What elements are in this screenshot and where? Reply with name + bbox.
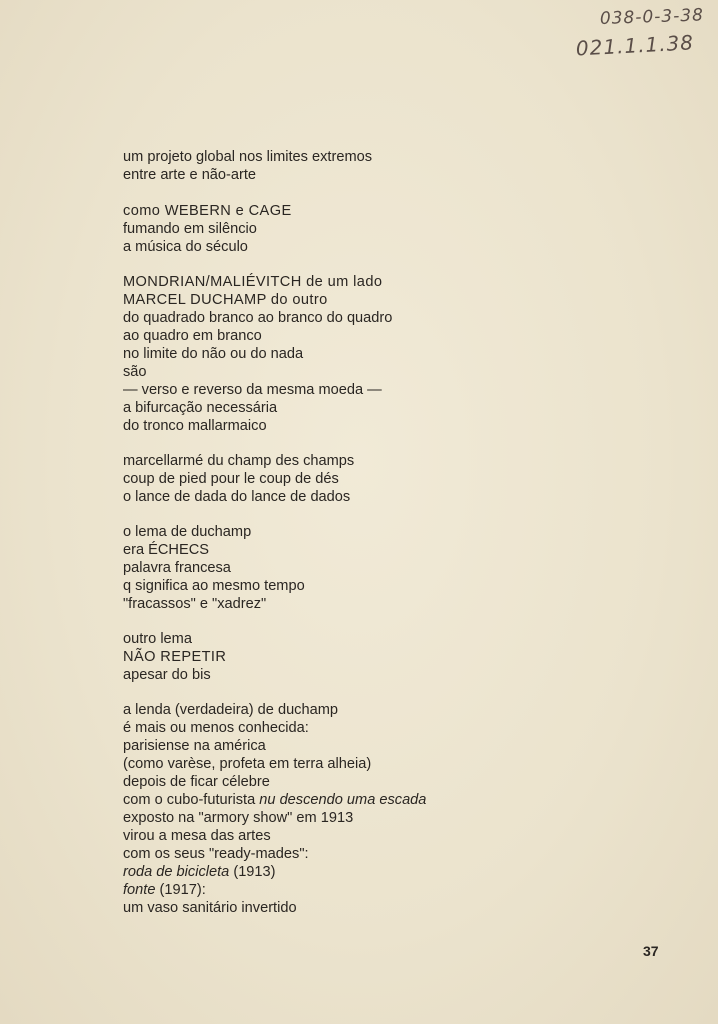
archive-code-2: 021.1.1.38 <box>575 30 695 61</box>
poem-line: apesar do bis <box>123 667 211 683</box>
poem-line: virou a mesa das artes <box>123 828 271 844</box>
poem-line: entre arte e não-arte <box>123 167 257 183</box>
poem-line: o lance de dada do lance de dados <box>123 489 351 505</box>
artwork-title: nu descendo uma escada <box>259 792 427 808</box>
poem-line: um projeto global nos limites extremos <box>123 149 373 165</box>
artwork-title: roda de bicicleta <box>123 864 230 880</box>
poem-line: no limite do não ou do nada <box>123 346 304 362</box>
poem-line: um vaso sanitário invertido <box>123 900 297 916</box>
poem-line: era ÉCHECS <box>123 542 209 558</box>
poem-line: parisiense na américa <box>123 738 266 754</box>
poem-line: MARCEL DUCHAMP do outro <box>123 292 328 308</box>
poem-line: outro lema <box>123 631 192 647</box>
poem-line-italic-title: fonte (1917): <box>123 882 206 898</box>
poem-line: palavra francesa <box>123 560 231 576</box>
poem-line: depois de ficar célebre <box>123 774 270 790</box>
stanza <box>123 523 553 613</box>
poem-line: do quadrado branco ao branco do quadro <box>123 310 393 326</box>
poem-line: (como varèse, profeta em terra alheia) <box>123 756 372 772</box>
poem-line: ao quadro em branco <box>123 328 262 344</box>
stanza <box>123 273 553 435</box>
poem-line-italic-title: roda de bicicleta (1913) <box>123 864 276 880</box>
poem-line: como WEBERN e CAGE <box>123 203 292 219</box>
poem-line: fumando em silêncio <box>123 221 257 237</box>
poem-line: exposto na "armory show" em 1913 <box>123 810 354 826</box>
poem-line: — verso e reverso da mesma moeda — <box>123 382 382 398</box>
poem-line: coup de pied pour le coup de dés <box>123 471 339 487</box>
archive-code-1: 038-0-3-38 <box>599 5 705 30</box>
poem-line: com os seus "ready-mades": <box>123 846 309 862</box>
poem-line: são <box>123 364 147 380</box>
poem-line: a bifurcação necessária <box>123 400 278 416</box>
stanza <box>123 630 553 684</box>
poem-line: marcellarmé du champ des champs <box>123 453 355 469</box>
poem-line: a lenda (verdadeira) de duchamp <box>123 702 338 718</box>
handwritten-archive-codes <box>554 5 705 61</box>
page-number: 37 <box>643 943 659 959</box>
poem-line: é mais ou menos conhecida: <box>123 720 309 736</box>
stanza <box>123 148 553 184</box>
artwork-title: fonte <box>123 882 156 898</box>
stanza <box>123 701 553 917</box>
poem-line: NÃO REPETIR <box>123 649 227 665</box>
poem-line: do tronco mallarmaico <box>123 418 267 434</box>
poem-line: a música do século <box>123 239 248 255</box>
stanza <box>123 452 553 506</box>
poem-line: "fracassos" e "xadrez" <box>123 596 267 612</box>
poem-line: o lema de duchamp <box>123 524 252 540</box>
poem-line: MONDRIAN/MALIÉVITCH de um lado <box>123 274 383 290</box>
stanza <box>123 202 553 256</box>
poem-text <box>123 148 553 934</box>
poem-line: q significa ao mesmo tempo <box>123 578 305 594</box>
poem-line-with-italic-title: com o cubo-futurista nu descendo uma escada <box>123 792 427 808</box>
